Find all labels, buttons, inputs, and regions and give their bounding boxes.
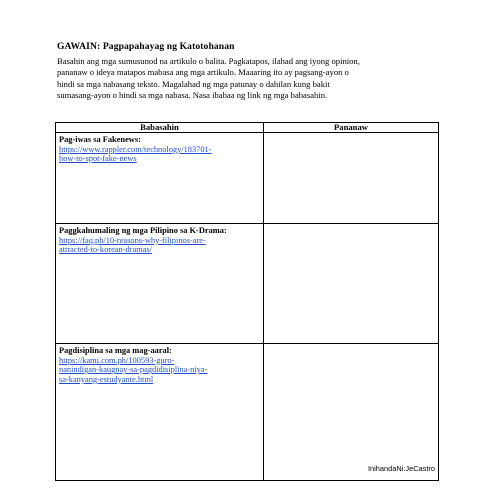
instruction-line: hindi sa mga nabasang teksto. Magalahad ng mga patunay o dahilan kung bakit <box>57 78 330 89</box>
instruction-line: Basahin ang mga sumusunod na artikulo o balita. Pagkatapos, ilahad ang iyong opinion, <box>57 56 360 66</box>
article-link[interactable]: https://faq.ph/10-reasons-why-filipinos-are- attracted-to-korean-dramas/ <box>59 235 206 255</box>
table-row <box>56 344 439 481</box>
babasahin-cell <box>56 133 264 224</box>
pananaw-cell[interactable] <box>264 133 439 224</box>
prepared-by-footer: InihandaNi:JeCastro <box>368 464 435 473</box>
article-topic: Paggkahumaling ng mga Pilipino sa K-Drama: <box>59 226 227 235</box>
header-babasahin: Babasahin <box>56 123 264 133</box>
instruction-line: sumasang-ayon o hindi sa mga nabasa. Nasa ibabaa ng link ng mga babasahin. <box>57 90 328 101</box>
instruction-line: pananaw o ideya matapos mabasa ang mga artikulo. Maaaring ito ay pagsang-ayon o <box>57 67 349 78</box>
header-pananaw: Pananaw <box>264 123 439 133</box>
worksheet-table <box>55 122 439 481</box>
table-row <box>56 224 439 344</box>
pananaw-cell[interactable] <box>264 344 439 481</box>
babasahin-cell <box>56 224 264 344</box>
table-row <box>56 133 439 224</box>
pananaw-cell[interactable] <box>264 224 439 344</box>
instructions <box>57 56 437 102</box>
babasahin-cell <box>56 344 264 481</box>
worksheet-title: GAWAIN: Pagpapahayag ng Katotohanan <box>57 41 235 52</box>
table-header-row <box>56 123 439 133</box>
article-topic: Pagdisiplina sa mga mag-aaral: <box>59 346 172 355</box>
article-topic: Pag-iwas sa Fakenews: <box>59 135 141 144</box>
article-link[interactable]: https://www.rappler.com/technology/183701- how-to-spot-fake-news <box>59 144 212 164</box>
article-link[interactable]: https://kami.com.ph/100593-guro- nanindigan-kaugnay-sa-pagdidisiplina-niya- sa-kanyang-estudyante.html <box>59 355 208 384</box>
